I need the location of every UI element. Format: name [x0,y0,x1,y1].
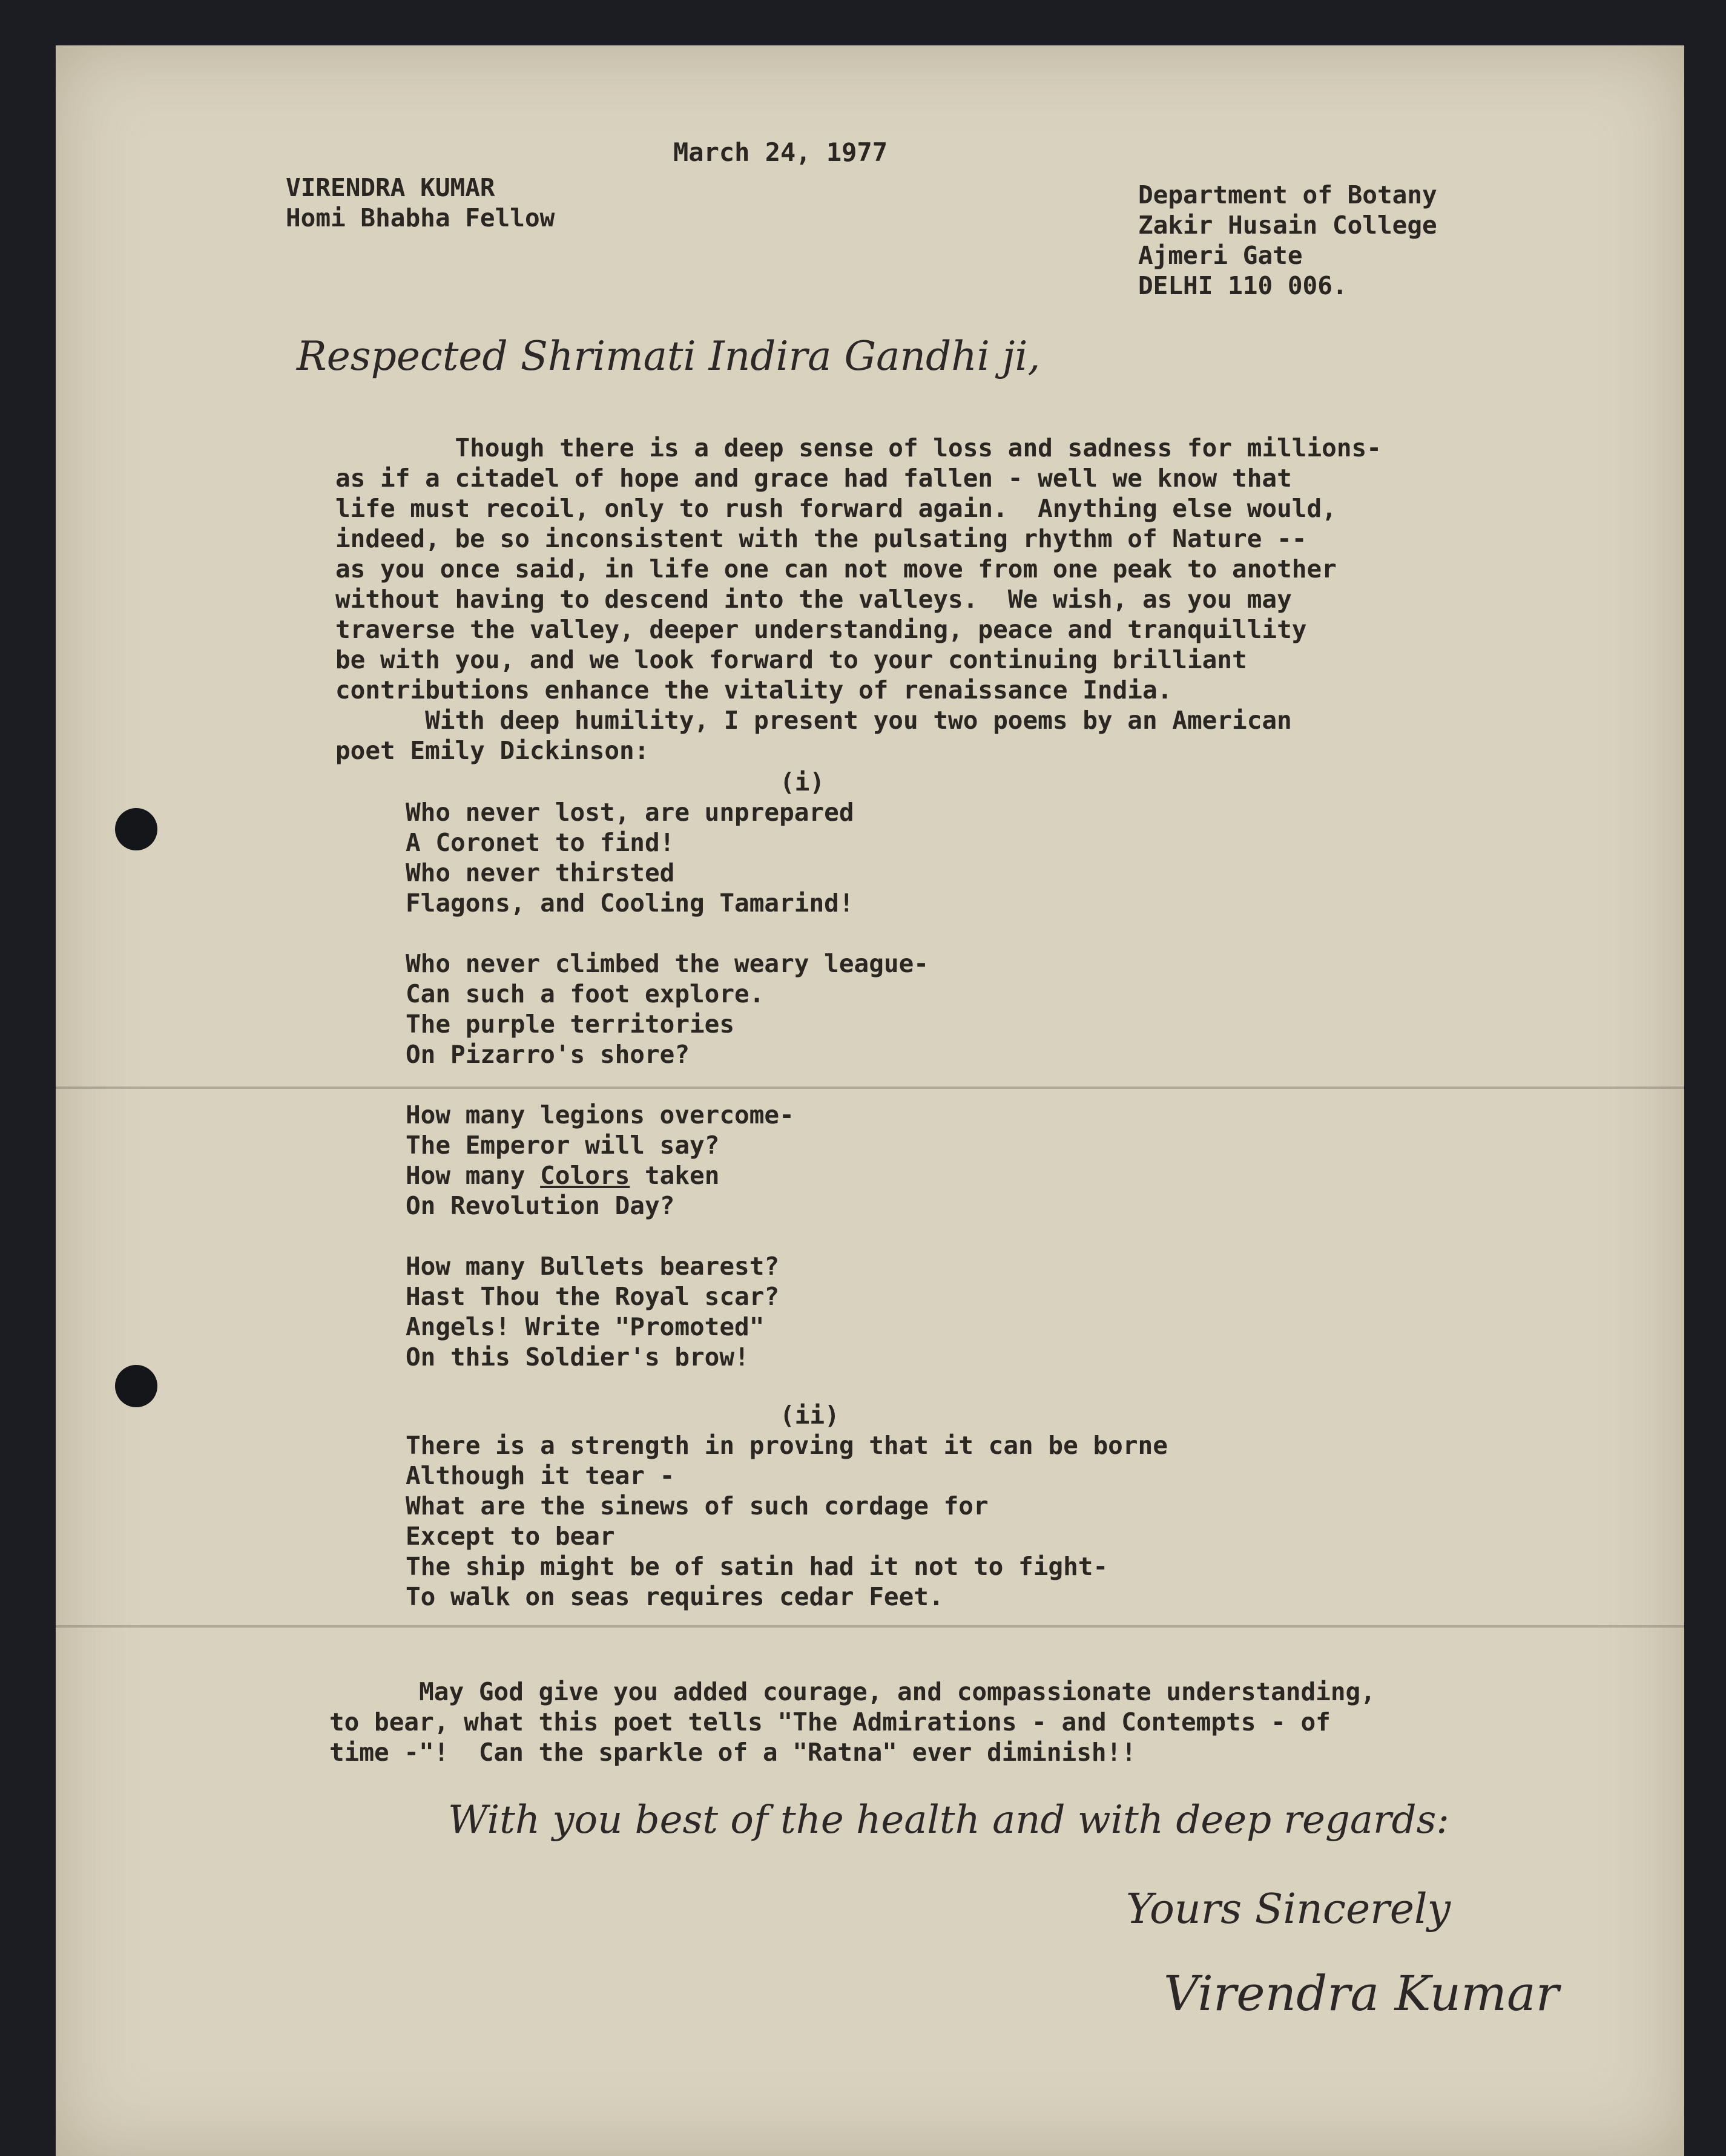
poem-number: (i) [780,767,825,797]
body-line: as you once said, in life one can not move from one peak to another [335,554,1337,583]
address-line: Zakir Husain College [1138,211,1437,240]
letter-date: March 24, 1977 [673,137,888,167]
body-line: as if a citadel of hope and grace had fallen - well we know that [335,464,1292,493]
punch-hole [115,1365,157,1407]
salutation: Respected Shrimati Indira Gandhi ji, [297,333,1041,380]
body-line: without having to descend into the valleys. We wish, as you may [335,585,1292,614]
underlined-word: Colors [540,1161,630,1190]
letter-paper [56,45,1684,2156]
poem-line: Angels! Write "Promoted" [406,1312,765,1341]
address-line: DELHI 110 006. [1138,271,1348,300]
poem-line: Hast Thou the Royal scar? [406,1282,780,1311]
poem-line: On Revolution Day? [406,1191,675,1220]
body-line: life must recoil, only to rush forward again. Anything else would, [335,494,1337,523]
body-line: be with you, and we look forward to your continuing brilliant [335,645,1247,674]
address-line: Department of Botany [1138,180,1437,209]
poem-line: Can such a foot explore. [406,979,765,1008]
poem-line: The ship might be of satin had it not to fight- [406,1552,1108,1581]
fold-line [56,1086,1684,1089]
body-line: traverse the valley, deeper understanding, peace and tranquillity [335,615,1307,644]
poem-line: Except to bear [406,1522,615,1551]
fold-line [56,1625,1684,1628]
poem-line: Who never climbed the weary league- [406,949,929,978]
poem-line-colors [406,1160,719,1191]
poem-line: Flagons, and Cooling Tamarind! [406,889,854,918]
poem-line: Although it tear - [406,1461,675,1490]
closing-line: time -"! Can the sparkle of a "Ratna" ever diminish!! [329,1738,1136,1767]
poem-line: A Coronet to find! [406,828,675,857]
poem-text: How many [406,1161,541,1190]
poem-line: What are the sinews of such cordage for [406,1491,989,1520]
poem-line: There is a strength in proving that it can be borne [406,1431,1168,1460]
body-line: Though there is a deep sense of loss and sadness for millions- [335,433,1382,462]
poem-line: Who never lost, are unprepared [406,798,854,827]
poem-line: On Pizarro's shore? [406,1040,690,1069]
body-line: With deep humility, I present you two poems by an American [335,706,1292,735]
poem-number: (ii) [780,1401,840,1430]
poem-line: How many Bullets bearest? [406,1252,780,1281]
closing-line: to bear, what this poet tells "The Admirations - and Contempts - of [329,1707,1331,1737]
address-line: Ajmeri Gate [1138,241,1303,270]
closing-line: May God give you added courage, and compassionate understanding, [329,1677,1375,1706]
poem-line: Who never thirsted [406,858,675,887]
body-line: contributions enhance the vitality of renaissance India. [335,675,1173,705]
poem-text: taken [630,1161,720,1190]
handwritten-wish: With you best of the health and with deep regards: [448,1798,1449,1842]
sender-title: Homi Bhabha Fellow [286,203,555,232]
poem-line: The Emperor will say? [406,1131,720,1160]
poem-line: The purple territories [406,1010,735,1039]
poem-line: How many legions overcome- [406,1100,794,1129]
body-line: indeed, be so inconsistent with the pulsating rhythm of Nature -- [335,524,1307,553]
handwritten-closing: Yours Sincerely [1126,1885,1451,1933]
body-line: poet Emily Dickinson: [335,736,650,765]
poem-line: To walk on seas requires cedar Feet. [406,1582,944,1611]
sender-name: VIRENDRA KUMAR [286,173,495,202]
signature: Virendra Kumar [1164,1965,1559,2022]
poem-line: On this Soldier's brow! [406,1343,749,1372]
punch-hole [115,808,157,850]
